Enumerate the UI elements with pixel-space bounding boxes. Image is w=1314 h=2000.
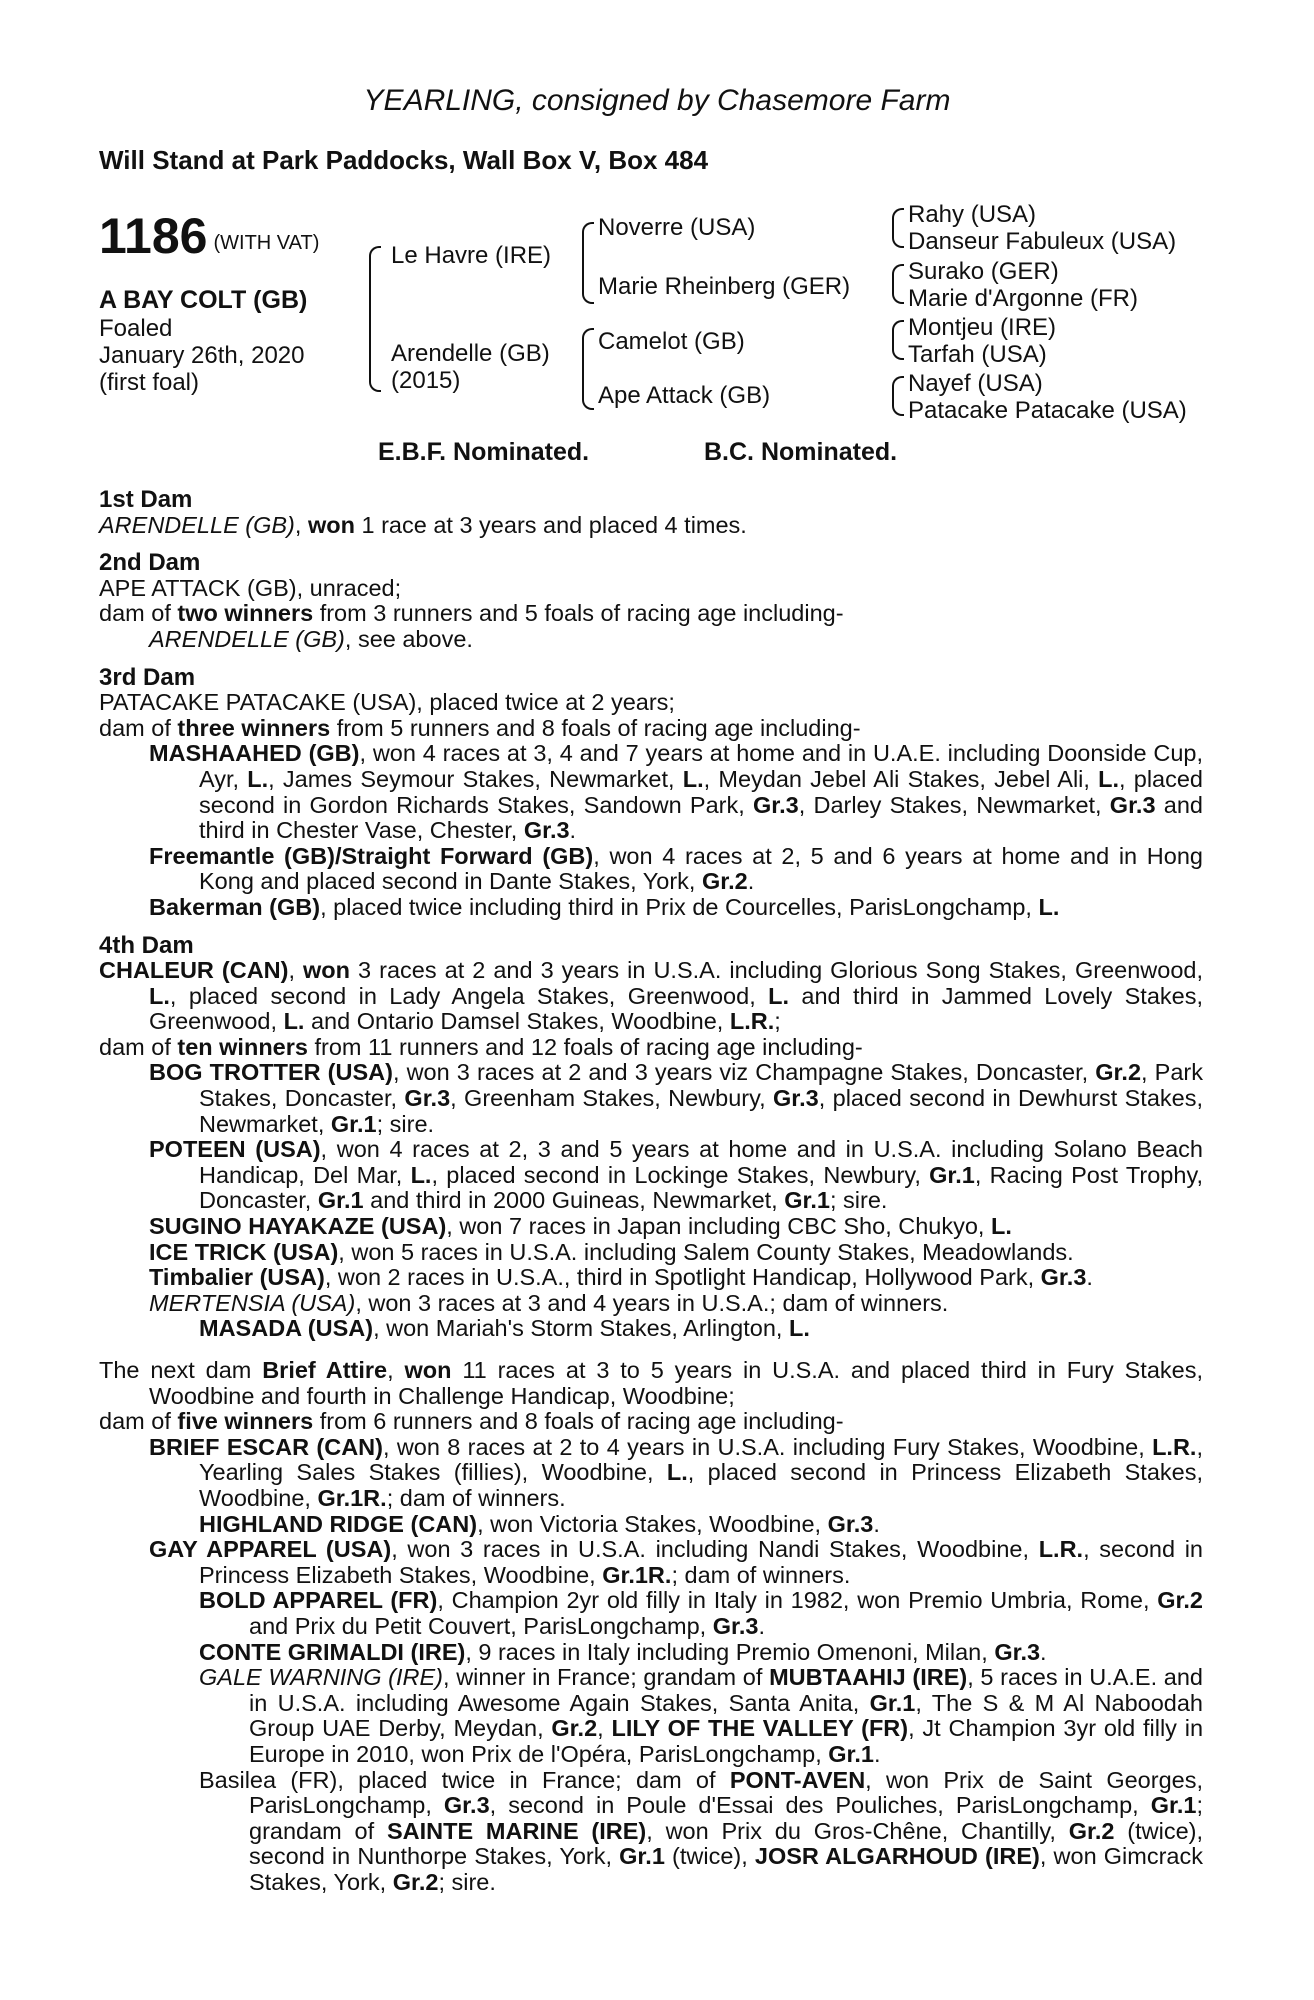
t: from 6 runners and 8 foals of racing age including- bbox=[313, 1408, 844, 1435]
t: , Champion 2yr old filly in Italy in 1982, won Premio Umbria, Rome, bbox=[437, 1587, 1158, 1614]
lot-title: A BAY COLT (GB) bbox=[99, 286, 308, 314]
t: . bbox=[1040, 1638, 1047, 1665]
t: , placed second in Dewhurst Stakes, Newmarket, bbox=[199, 1085, 1203, 1137]
t: , see above. bbox=[344, 625, 473, 652]
produce-entry bbox=[99, 1640, 1203, 1666]
winners-count: five winners bbox=[177, 1408, 314, 1435]
horse-name: GALE WARNING (IRE) bbox=[199, 1664, 444, 1691]
horse-name: BRIEF ESCAR (CAN) bbox=[149, 1433, 383, 1460]
produce-entry bbox=[99, 844, 1203, 895]
brace-dam-parents bbox=[582, 328, 594, 410]
third-dam-section bbox=[99, 665, 1203, 921]
grade: Gr.1 bbox=[869, 1689, 916, 1716]
horse-name: CONTE GRIMALDI (IRE) bbox=[199, 1638, 466, 1665]
t: , won 8 races at 2 to 4 years in U.S.A. including Fury Stakes, Woodbine, bbox=[382, 1433, 1153, 1460]
winners-count: three winners bbox=[177, 714, 331, 741]
third-dam-produce bbox=[99, 716, 1203, 742]
grade: L. bbox=[666, 1459, 688, 1486]
sep: , bbox=[294, 511, 308, 538]
grade: Gr.3 bbox=[404, 1085, 451, 1112]
t: . bbox=[758, 1612, 765, 1639]
horse-name: POTEEN (USA) bbox=[149, 1136, 321, 1163]
grade: L. bbox=[1038, 893, 1060, 920]
brace-g2 bbox=[892, 264, 904, 304]
produce-record bbox=[99, 487, 1203, 1895]
t: 11 races at 3 to 5 years in U.S.A. and placed third in Fury Stakes, Woodbine and fourth in Challenge Handicap, Woodbine; bbox=[149, 1357, 1203, 1409]
t: ; dam of winners. bbox=[671, 1561, 851, 1588]
foal-note: (first foal) bbox=[99, 369, 200, 396]
grade: Gr.2 bbox=[392, 1868, 439, 1895]
t: . bbox=[874, 1740, 881, 1767]
foaled-label: Foaled bbox=[99, 315, 173, 342]
t: , bbox=[597, 1715, 612, 1742]
lot-number-value: 1186 bbox=[99, 208, 208, 264]
horse-name: Freemantle (GB)/Straight Forward (GB) bbox=[149, 842, 594, 869]
t: and Ontario Damsel Stakes, Woodbine, bbox=[304, 1008, 730, 1035]
produce-entry bbox=[99, 1512, 1203, 1538]
grade: Gr.2 bbox=[1095, 1059, 1142, 1086]
horse-name: MASADA (USA) bbox=[199, 1315, 374, 1342]
grade: Gr.3 bbox=[712, 1612, 759, 1639]
horse-name: BOLD APPAREL (FR) bbox=[199, 1587, 438, 1614]
brace-g3 bbox=[892, 320, 904, 360]
grandsire-6: Tarfah (USA) bbox=[908, 341, 1047, 368]
fourth-dam-produce bbox=[99, 1035, 1203, 1061]
horse-name: ICE TRICK (USA) bbox=[149, 1238, 339, 1265]
winners-count: two winners bbox=[177, 600, 314, 627]
t: , won Victoria Stakes, Woodbine, bbox=[477, 1510, 828, 1537]
t: dam of bbox=[99, 600, 178, 627]
t: , James Seymour Stakes, Newmarket, bbox=[268, 765, 683, 792]
grade: L. bbox=[768, 982, 790, 1009]
horse-name: JOSR ALGARHOUD (IRE) bbox=[754, 1843, 1040, 1870]
produce-entry bbox=[99, 895, 1203, 921]
t: , won 7 races in Japan including CBC Sho, Chukyo, bbox=[446, 1213, 991, 1240]
grade: Gr.2 bbox=[1068, 1817, 1115, 1844]
t: The next dam bbox=[99, 1357, 263, 1383]
horse-name: Brief Attire bbox=[262, 1357, 388, 1383]
grade: L. bbox=[283, 1008, 305, 1035]
second-dam-section bbox=[99, 550, 1203, 652]
grade: L.R. bbox=[1038, 1536, 1084, 1563]
second-dam-produce bbox=[99, 601, 1203, 627]
t: , won Prix de Saint Georges, ParisLongchamp, bbox=[249, 1766, 1203, 1819]
t: , won 4 races at 2, 3 and 5 years at home and in U.S.A. including Solano Beach Handicap, Del Mar, bbox=[199, 1136, 1203, 1188]
fourth-dam-section bbox=[99, 933, 1203, 1343]
grade: L. bbox=[149, 982, 170, 1009]
won: won bbox=[303, 957, 351, 984]
horse-name: MUBTAAHIJ (IRE) bbox=[769, 1664, 968, 1691]
produce-entry bbox=[99, 1665, 1203, 1767]
grade: L. bbox=[682, 765, 704, 792]
grade: L. bbox=[247, 765, 269, 792]
grade: Gr.3 bbox=[523, 817, 570, 844]
next-dam-line bbox=[99, 1358, 1203, 1409]
fourth-dam-heading: 4th Dam bbox=[99, 931, 194, 959]
t: , won 4 races at 3, 4 and 7 years at home and in U.A.E. including Doonside Cup, Ayr, bbox=[199, 740, 1203, 792]
grade: Gr.1 bbox=[929, 1161, 975, 1188]
horse-name: HIGHLAND RIDGE (CAN) bbox=[199, 1510, 478, 1537]
grandsire-1: Rahy (USA) bbox=[908, 201, 1037, 228]
grade: Gr.1R. bbox=[317, 1484, 387, 1511]
grade: Gr.2 bbox=[1157, 1587, 1203, 1614]
t: , Meydan Jebel Ali Stakes, Jebel Ali, bbox=[703, 765, 1099, 792]
horse-name: SUGINO HAYAKAZE (USA) bbox=[149, 1213, 447, 1240]
grade: Gr.3 bbox=[994, 1638, 1041, 1665]
t: , Greenham Stakes, Newbury, bbox=[450, 1085, 774, 1112]
grade: L. bbox=[410, 1161, 432, 1188]
t: , Jt Champion 3yr old filly in Europe in 2010, won Prix de l'Opéra, ParisLongchamp, bbox=[249, 1715, 1204, 1767]
brace-sire-parents bbox=[582, 222, 594, 304]
horse-name: Timbalier (USA) bbox=[149, 1264, 325, 1291]
sire-dam: Marie Rheinberg (GER) bbox=[598, 273, 851, 300]
produce-entry bbox=[99, 1137, 1203, 1214]
t: , bbox=[288, 957, 304, 984]
t: and third in Chester Vase, Chester, bbox=[199, 791, 1203, 844]
grandsire-7: Nayef (USA) bbox=[908, 370, 1043, 397]
produce-entry bbox=[99, 1240, 1203, 1266]
t: . bbox=[1086, 1264, 1093, 1291]
grade: Gr.1 bbox=[784, 1187, 830, 1214]
t: , won Mariah's Storm Stakes, Arlington, bbox=[373, 1315, 789, 1342]
fourth-dam-line bbox=[99, 958, 1203, 1035]
brace-g1 bbox=[892, 208, 904, 248]
produce-entry bbox=[99, 1291, 1203, 1317]
t: , 5 races in U.A.E. and in U.S.A. including Awesome Again Stakes, Santa Anita, bbox=[249, 1664, 1203, 1716]
horse-name: ARENDELLE (GB) bbox=[149, 625, 345, 652]
t: (twice), bbox=[664, 1843, 755, 1870]
produce-entry bbox=[99, 741, 1203, 843]
t: from 5 runners and 8 foals of racing age including- bbox=[330, 714, 861, 741]
t: (twice), second in Nunthorpe Stakes, York, bbox=[249, 1817, 1204, 1870]
produce-entry bbox=[99, 1537, 1203, 1588]
t: ; sire. bbox=[376, 1110, 435, 1137]
t: , won 5 races in U.S.A. including Salem County Stakes, Meadowlands. bbox=[338, 1238, 1074, 1265]
horse-name: CHALEUR (CAN) bbox=[99, 957, 289, 984]
brace-g4 bbox=[892, 376, 904, 416]
grandsire-4: Marie d'Argonne (FR) bbox=[908, 285, 1138, 312]
horse-name: SAINTE MARINE (IRE) bbox=[386, 1817, 647, 1844]
t: ; sire. bbox=[829, 1187, 888, 1214]
grade: Gr.1 bbox=[619, 1843, 665, 1870]
t: ; grandam of bbox=[249, 1792, 1203, 1844]
t: , second in Poule d'Essai des Pouliches, ParisLongchamp, bbox=[489, 1792, 1151, 1819]
produce-entry bbox=[99, 1588, 1203, 1639]
t: and Prix du Petit Couvert, ParisLongchamp, bbox=[249, 1612, 713, 1639]
t: . bbox=[569, 817, 577, 844]
grandsire-3: Surako (GER) bbox=[908, 258, 1059, 285]
lot-number bbox=[99, 208, 319, 271]
t: , won 2 races in U.S.A., third in Spotlight Handicap, Hollywood Park, bbox=[324, 1264, 1041, 1291]
t: Basilea (FR), placed twice in France; dam of bbox=[199, 1766, 730, 1793]
grade: L. bbox=[788, 1315, 810, 1342]
horse-name: GAY APPAREL (USA) bbox=[149, 1536, 392, 1563]
t: , 9 races in Italy including Premio Omenoni, Milan, bbox=[465, 1638, 995, 1665]
grade: Gr.3 bbox=[1109, 791, 1156, 818]
second-dam-heading: 2nd Dam bbox=[99, 549, 201, 577]
produce-entry bbox=[99, 1214, 1203, 1240]
winners-count: ten winners bbox=[177, 1033, 308, 1060]
grade: L.R. bbox=[1152, 1433, 1197, 1460]
grade: Gr.3 bbox=[443, 1792, 490, 1819]
consignor-line: YEARLING, consigned by Chasemore Farm bbox=[363, 84, 951, 117]
t: , Park Stakes, Doncaster, bbox=[199, 1059, 1203, 1112]
t: , second in Princess Elizabeth Stakes, Woodbine, bbox=[199, 1536, 1204, 1588]
first-dam-section bbox=[99, 487, 1203, 538]
t: , winner in France; grandam of bbox=[443, 1664, 770, 1691]
t: and third in 2000 Guineas, Newmarket, bbox=[363, 1187, 785, 1214]
t: dam of bbox=[99, 1033, 178, 1060]
grade: Gr.3 bbox=[1040, 1264, 1087, 1291]
grade: Gr.3 bbox=[827, 1510, 874, 1537]
horse-name: LILY OF THE VALLEY (FR) bbox=[611, 1715, 909, 1742]
stand-location: Will Stand at Park Paddocks, Wall Box V, Box 484 bbox=[99, 145, 709, 175]
won: won bbox=[404, 1357, 452, 1383]
t: , Yearling Sales Stakes (fillies), Woodbine, bbox=[199, 1433, 1203, 1486]
t: , won Prix du Gros-Chêne, Chantilly, bbox=[646, 1817, 1069, 1844]
produce-entry bbox=[99, 627, 1203, 653]
third-dam-line: PATACAKE PATACAKE (USA), placed twice at 2 years; bbox=[99, 689, 675, 716]
ebf-nominated: E.B.F. Nominated. bbox=[378, 438, 590, 466]
grade: Gr.1R. bbox=[602, 1561, 672, 1588]
t: , Racing Post Trophy, Doncaster, bbox=[199, 1161, 1203, 1214]
t: from 3 runners and 5 foals of racing age including- bbox=[313, 600, 844, 627]
t: , placed second in Princess Elizabeth Stakes, Woodbine, bbox=[199, 1459, 1204, 1511]
won: won bbox=[307, 511, 355, 538]
t: , won 4 races at 2, 5 and 6 years at home and in Hong Kong and placed second in Dante Stakes, York, bbox=[199, 842, 1203, 895]
grade: Gr.1 bbox=[317, 1187, 364, 1214]
grandsire-2: Danseur Fabuleux (USA) bbox=[908, 228, 1177, 255]
t: and third in Jammed Lovely Stakes, Greenwood, bbox=[149, 982, 1203, 1035]
grade: Gr.3 bbox=[752, 791, 799, 818]
second-dam-line: APE ATTACK (GB), unraced; bbox=[99, 574, 402, 601]
t: from 11 runners and 12 foals of racing age including- bbox=[307, 1033, 863, 1060]
produce-entry bbox=[99, 1768, 1203, 1896]
pedigree-block bbox=[0, 200, 1314, 440]
next-dam-section bbox=[99, 1358, 1203, 1895]
t: , won 3 races at 2 and 3 years viz Champagne Stakes, Doncaster, bbox=[392, 1059, 1096, 1086]
dam-name: ARENDELLE (GB) bbox=[99, 511, 295, 538]
next-dam-produce bbox=[99, 1409, 1203, 1435]
bc-nominated: B.C. Nominated. bbox=[704, 438, 898, 466]
produce-entry bbox=[99, 1435, 1203, 1512]
t: ; dam of winners. bbox=[386, 1484, 566, 1511]
t: , bbox=[387, 1357, 405, 1383]
t: , won Gimcrack Stakes, York, bbox=[249, 1843, 1203, 1895]
grandsire-5: Montjeu (IRE) bbox=[908, 314, 1057, 341]
t: , placed second in Lady Angela Stakes, Greenwood, bbox=[169, 982, 769, 1009]
dam-sire: Camelot (GB) bbox=[598, 328, 745, 355]
t: , placed second in Gordon Richards Stakes, Sandown Park, bbox=[199, 765, 1204, 818]
t: , placed twice including third in Prix de Courcelles, ParisLongchamp, bbox=[320, 893, 1039, 920]
grade: Gr.3 bbox=[773, 1085, 819, 1112]
grade: L. bbox=[991, 1213, 1012, 1240]
brace-sire-dam bbox=[369, 246, 381, 392]
t: ; bbox=[774, 1008, 781, 1035]
foaled-date: January 26th, 2020 bbox=[99, 342, 305, 369]
horse-name: MERTENSIA (USA) bbox=[149, 1289, 356, 1316]
dam-year: (2015) bbox=[391, 367, 461, 394]
grade: Gr.1 bbox=[828, 1740, 874, 1767]
t: 3 races at 2 and 3 years in U.S.A. including Glorious Song Stakes, Greenwood, bbox=[350, 957, 1204, 984]
t: , The S & M Al Naboodah Group UAE Derby, Meydan, bbox=[249, 1689, 1203, 1742]
horse-name: Bakerman (GB) bbox=[149, 893, 321, 920]
record: 1 race at 3 years and placed 4 times. bbox=[354, 511, 747, 538]
first-dam-text bbox=[99, 513, 1203, 539]
vat-note: (WITH VAT) bbox=[213, 232, 320, 254]
t: . bbox=[873, 1510, 880, 1537]
horse-name: BOG TROTTER (USA) bbox=[149, 1059, 393, 1086]
grandsire-8: Patacake Patacake (USA) bbox=[908, 397, 1187, 424]
t: ; sire. bbox=[438, 1868, 496, 1895]
sire: Le Havre (IRE) bbox=[391, 242, 552, 269]
first-dam-heading: 1st Dam bbox=[99, 486, 193, 513]
produce-entry bbox=[99, 1060, 1203, 1137]
horse-name: MASHAAHED (GB) bbox=[149, 740, 360, 767]
t: dam of bbox=[99, 1408, 178, 1435]
grade: Gr.2 bbox=[551, 1715, 598, 1742]
third-dam-heading: 3rd Dam bbox=[99, 663, 196, 691]
dam-dam: Ape Attack (GB) bbox=[598, 382, 771, 409]
t: , won 3 races in U.S.A. including Nandi Stakes, Woodbine, bbox=[391, 1536, 1039, 1563]
t: , Darley Stakes, Newmarket, bbox=[798, 791, 1110, 818]
grade: Gr.1 bbox=[330, 1110, 377, 1137]
t: , placed second in Lockinge Stakes, Newbury, bbox=[431, 1161, 930, 1188]
grade: L. bbox=[1098, 765, 1120, 792]
t: , won 3 races at 3 and 4 years in U.S.A.; dam of winners. bbox=[355, 1289, 949, 1316]
grade: Gr.2 bbox=[702, 868, 748, 895]
produce-entry bbox=[99, 1265, 1203, 1291]
horse-name: PONT-AVEN bbox=[729, 1766, 866, 1793]
sire-sire: Noverre (USA) bbox=[598, 214, 756, 241]
grade: L.R. bbox=[729, 1008, 775, 1035]
produce-entry bbox=[99, 1316, 1203, 1342]
dam: Arendelle (GB) bbox=[391, 340, 550, 367]
t: dam of bbox=[99, 714, 178, 741]
t: . bbox=[747, 868, 755, 895]
grade: Gr.1 bbox=[1150, 1792, 1197, 1819]
